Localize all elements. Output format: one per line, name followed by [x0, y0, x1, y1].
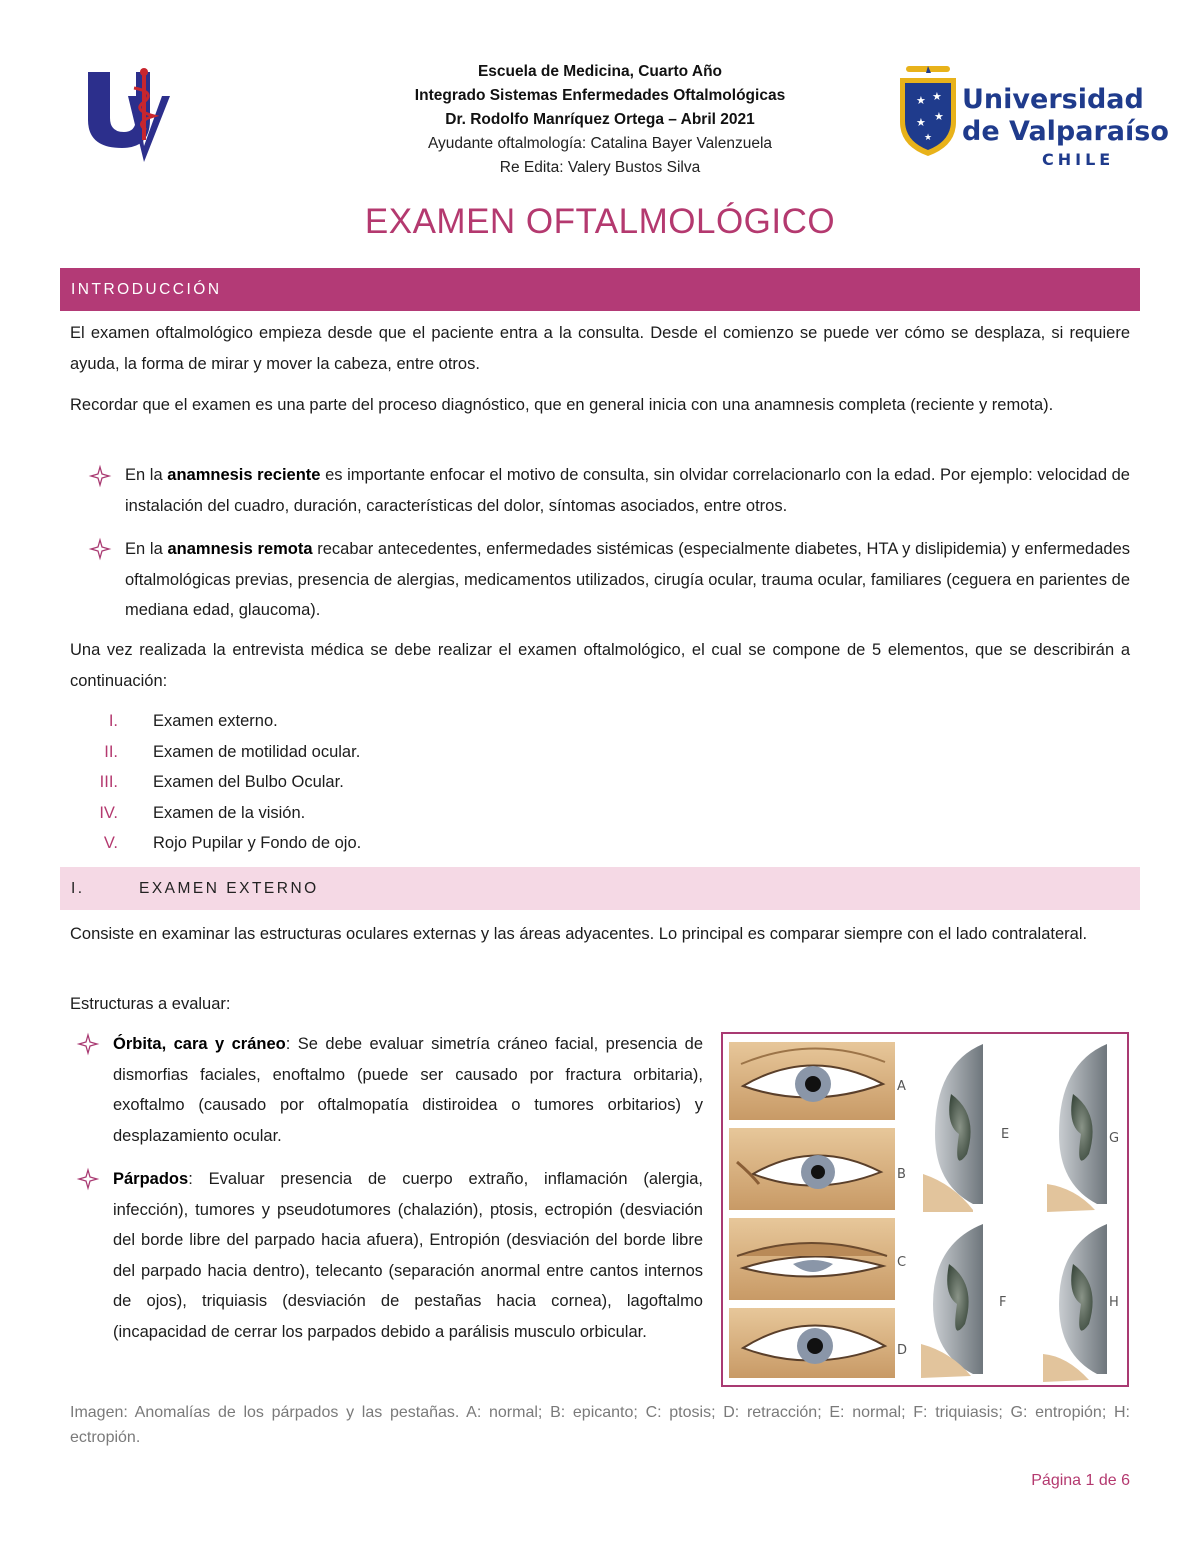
bullet-bold-term: Órbita, cara y cráneo	[113, 1035, 286, 1053]
school-line: Escuela de Medicina, Cuarto Año	[477, 63, 723, 80]
bullet-bold-term: anamnesis reciente	[167, 466, 321, 484]
section-number: I.	[71, 880, 85, 897]
star-bullet-icon	[90, 539, 110, 559]
course-line: Integrado Sistemas Enfermedades Oftalmológicas	[414, 87, 786, 104]
assistant-line: Ayudante oftalmología: Catalina Bayer Valenzuela	[427, 135, 773, 152]
intro-paragraph-2: Recordar que el examen es una parte del proceso diagnóstico, que en general inicia con una anamnesis completa (reciente y remota).	[70, 396, 1054, 414]
uni-name-line-2: de Valparaíso	[962, 116, 1169, 147]
bullet-orbita-cara-craneo	[113, 1029, 703, 1151]
bullet-parpados	[113, 1164, 703, 1347]
figure-label-h: H	[1109, 1295, 1119, 1310]
list-text: Rojo Pupilar y Fondo de ojo.	[153, 834, 362, 852]
page-number: Página 1 de 6	[1031, 1472, 1130, 1489]
list-number: V.	[103, 834, 118, 852]
bullet-text: recabar antecedentes, enfermedades sistémicas (especialmente diabetes, HTA y dislipidemia) y enfermedades oftalmológicas previas, presencia de alergias, medicamentos utilizados, cirugía ocular, trauma ocular, familiares (ceguera en parientes de mediana edad, glaucoma).	[125, 540, 1130, 619]
svg-text:★: ★	[916, 94, 926, 107]
eyelid-anomalies-illustration	[723, 1034, 1127, 1385]
bullet-text: En la	[125, 540, 168, 558]
figure-label-b: B	[897, 1167, 906, 1182]
universidad-valparaiso-logo	[896, 64, 1169, 174]
section-heading-introduccion: INTRODUCCIÓN	[60, 268, 1140, 311]
figure-label-e: E	[1001, 1127, 1010, 1142]
editor-line: Re Edita: Valery Bustos Silva	[499, 159, 701, 176]
eyelid-anomalies-figure	[721, 1032, 1129, 1387]
list-item	[70, 706, 570, 737]
bullet-bold-term: anamnesis remota	[167, 540, 313, 558]
external-paragraph-1: Consiste en examinar las estructuras oculares externas y las áreas adyacentes. Lo principal es comparar siempre con el lado contralateral.	[70, 925, 1088, 943]
bullet-anamnesis-remota	[125, 534, 1130, 626]
svg-text:★: ★	[932, 90, 942, 103]
bullet-anamnesis-reciente	[125, 460, 1130, 521]
list-item	[70, 737, 570, 768]
star-bullet-icon	[78, 1034, 98, 1054]
list-item	[70, 767, 570, 798]
list-item	[70, 798, 570, 829]
star-bullet-icon	[78, 1169, 98, 1189]
svg-text:★: ★	[934, 110, 944, 123]
section-heading-text: EXAMEN EXTERNO	[139, 880, 319, 897]
list-number: II.	[104, 742, 118, 761]
star-bullet-icon	[90, 466, 110, 486]
document-title: EXAMEN OFTALMOLÓGICO	[364, 202, 836, 241]
figure-label-d: D	[897, 1343, 908, 1358]
exam-elements-list	[70, 706, 570, 859]
eyelid-section-f	[921, 1224, 983, 1378]
list-text: Examen del Bulbo Ocular.	[153, 773, 344, 791]
bullet-text: es importante enfocar el motivo de consulta, sin olvidar correlacionarlo con la edad. Por ejemplo: velocidad de instalación del cuadro, duración, características del dolor, síntomas asociados, entre otros.	[125, 466, 1130, 515]
bullet-text: : Se debe evaluar simetría cráneo facial, presencia de dismorfias faciales, enoftalmo (puede ser causado por fractura orbitaria), exoftalmo (causado por oftalmopatía distiroidea o tumores orbitarios) y desplazamiento ocular.	[113, 1035, 704, 1145]
eyelid-section-h	[1043, 1224, 1107, 1382]
figure-label-c: C	[897, 1255, 907, 1270]
eyelid-section-g	[1047, 1044, 1107, 1212]
bullet-text: En la	[125, 466, 168, 484]
list-number: I.	[108, 712, 118, 730]
bullet-bold-term: Párpados	[113, 1170, 189, 1188]
document-header	[300, 60, 900, 180]
bullet-text: : Evaluar presencia de cuerpo extraño, inflamación (alergia, infección), tumores y pseudotumores (chalazión), ptosis, ectropión (desviación del borde libre del parpado hacia afuera), Entropión (desviación del borde libre del parpado hacia dentro), telecanto (separación anormal entre cantos internos de ojos), triquiasis (desviación de pestañas hacia cornea), lagoftalmo (incapacidad de cerrar los parpados debido a parálisis musculo orbicular.	[113, 1170, 703, 1341]
list-text: Examen externo.	[153, 712, 278, 730]
eyelid-section-e	[923, 1044, 983, 1212]
intro-paragraph-3: Una vez realizada la entrevista médica se debe realizar el examen oftalmológico, el cual se compone de 5 elementos, que se describirán a continuación:	[70, 641, 1130, 690]
figure-label-f: F	[999, 1295, 1007, 1310]
list-number: III.	[99, 773, 118, 791]
list-number: IV.	[99, 803, 118, 822]
list-text: Examen de motilidad ocular.	[153, 742, 361, 761]
figure-caption: Imagen: Anomalías de los párpados y las pestañas. A: normal; B: epicanto; C: ptosis; D: retracción; E: normal; F: triquiasis; G: entropión; H: ectropión.	[70, 1404, 1130, 1446]
intro-paragraph-1: El examen oftalmológico empieza desde que el paciente entra a la consulta. Desde el comienzo se puede ver cómo se desplaza, si requiere ayuda, la forma de mirar y mover la cabeza, entre otros.	[70, 324, 1130, 373]
uni-name-line-1: Universidad	[962, 84, 1144, 115]
eye-panel-a	[729, 1042, 895, 1120]
eye-panel-d	[729, 1308, 895, 1378]
external-paragraph-2: Estructuras a evaluar:	[70, 995, 231, 1013]
doctor-line: Dr. Rodolfo Manríquez Ortega – Abril 2021	[445, 111, 755, 128]
list-text: Examen de la visión.	[153, 803, 306, 822]
svg-text:★: ★	[916, 116, 926, 129]
list-item	[70, 828, 570, 859]
eye-panel-b	[729, 1128, 895, 1210]
uv-logo-icon	[84, 66, 174, 166]
figure-label-a: A	[897, 1079, 906, 1094]
svg-text:★: ★	[924, 133, 933, 143]
eye-panel-c	[729, 1218, 895, 1300]
section-heading-examen-externo	[60, 867, 1140, 910]
uni-country: CHILE	[1042, 150, 1115, 169]
figure-label-g: G	[1109, 1131, 1120, 1146]
